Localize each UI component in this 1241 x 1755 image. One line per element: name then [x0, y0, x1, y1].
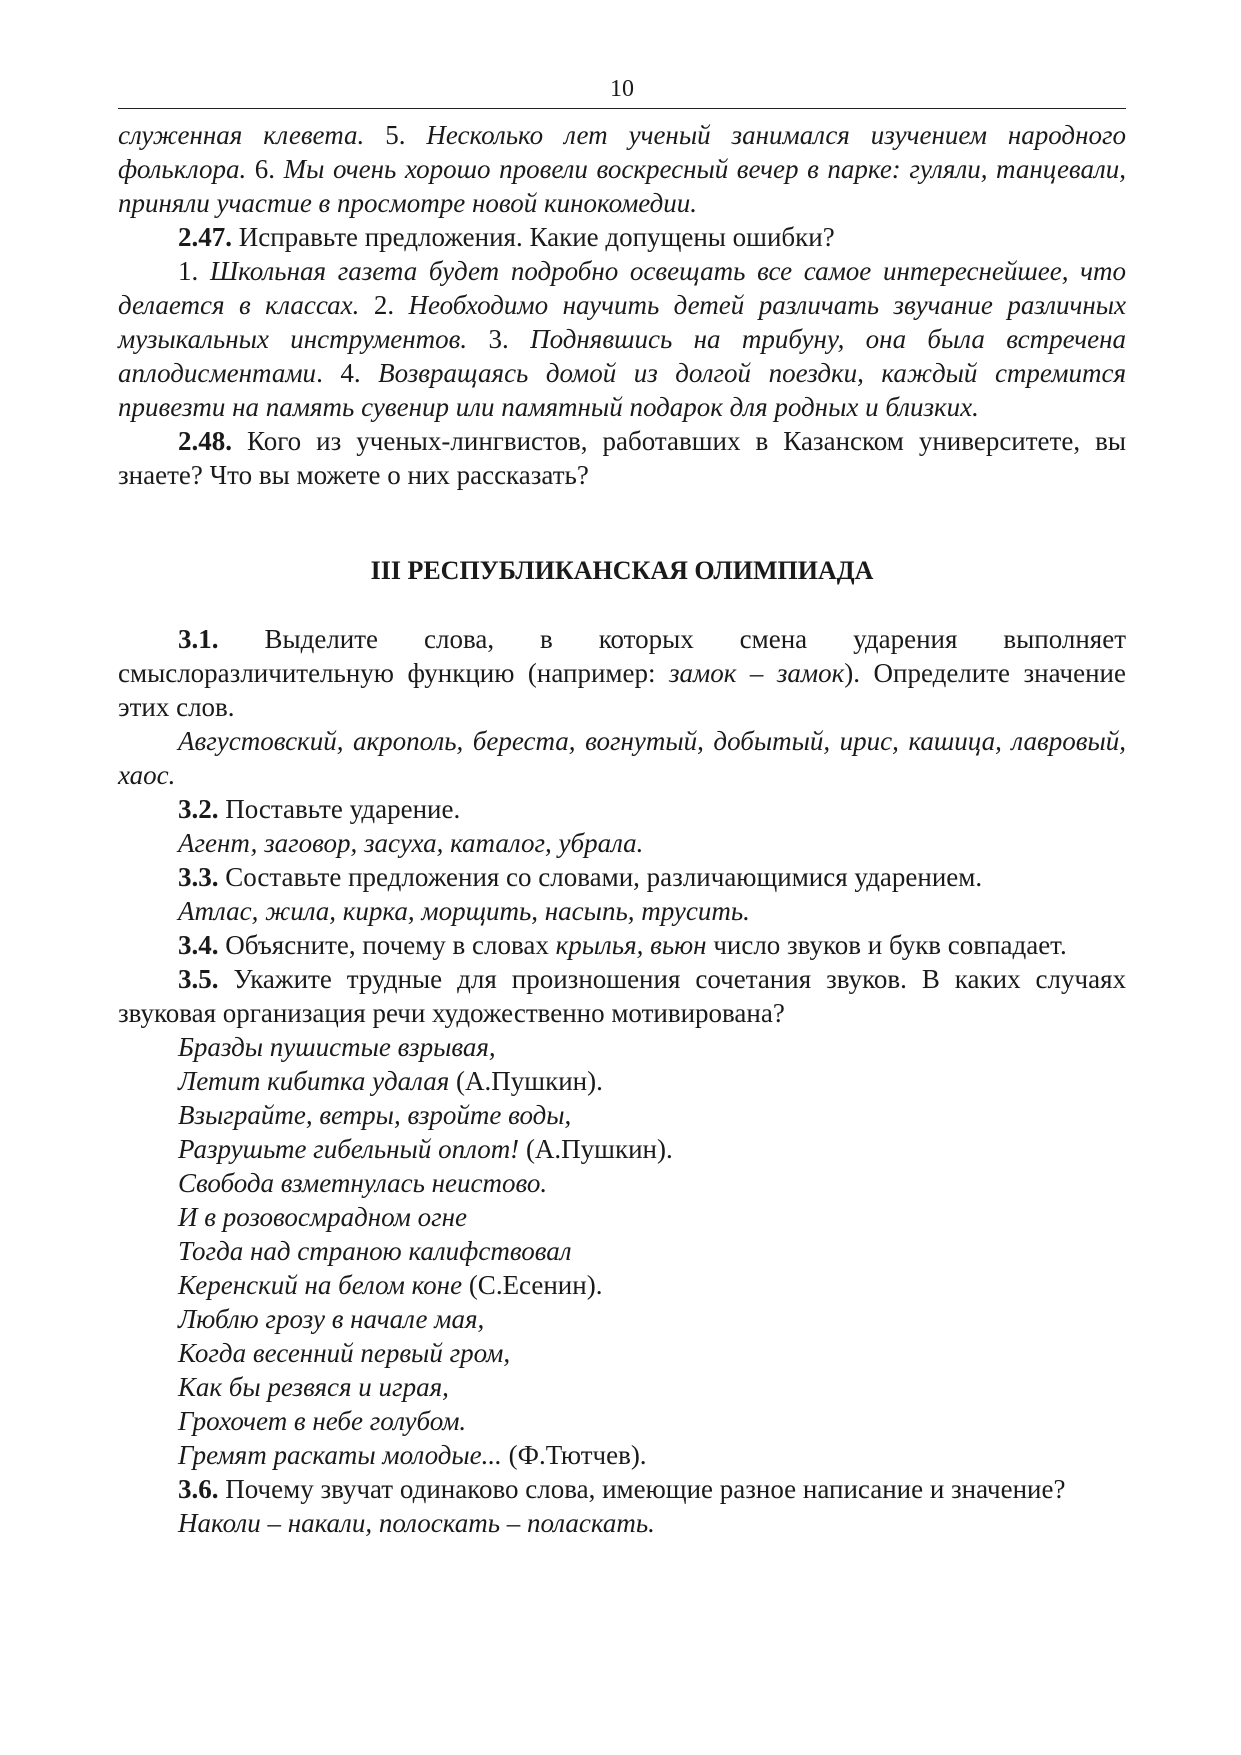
verse-line — [178, 1404, 1126, 1438]
verse-author: (А.Пушкин). — [449, 1066, 603, 1096]
sentence-text: Школьная газета будет подробно освещать все самое интереснейшее, что делается в классах. — [118, 256, 1126, 320]
verse-author: (Ф.Тютчев). — [501, 1440, 647, 1470]
verse-text: Бразды пушистые взрывая, — [178, 1032, 496, 1062]
section-title: III РЕСПУБЛИКАНСКАЯ ОЛИМПИАДА — [370, 556, 874, 585]
exercise-task: Выделите слова, в которых смена ударения выполняет смыслоразличительную функцию (например: — [118, 624, 1126, 688]
exercise-3-2 — [118, 792, 1126, 826]
verse-text: И в розовосмрадном огне — [178, 1202, 468, 1232]
verse-line — [178, 1030, 1126, 1064]
verse-text: Гремят раскаты молодые... — [178, 1440, 502, 1470]
sentence-number: 3. — [467, 324, 531, 354]
page-header — [118, 74, 1126, 109]
text-italic: служенная клевета. — [118, 120, 365, 150]
word-list: Агент, заговор, засуха, каталог, убрала. — [178, 828, 644, 858]
exercise-3-1 — [118, 622, 1126, 724]
exercise-task: Составьте предложения со словами, различающимися ударением. — [218, 862, 983, 892]
exercise-number: 2.48. — [178, 426, 232, 456]
page-number: 10 — [610, 76, 634, 102]
verse-line — [178, 1336, 1126, 1370]
verse-line — [178, 1268, 1126, 1302]
verse-text: Керенский на белом коне — [178, 1270, 463, 1300]
exercise-3-3 — [118, 860, 1126, 894]
exercise-task: число звуков и букв совпадает. — [706, 930, 1067, 960]
sentence-text: Необходимо научить детей различать звучание различных музыкальных инструментов. — [118, 290, 1127, 354]
verse-text: Разрушьте гибельный оплот! — [178, 1134, 520, 1164]
exercise-task: Кого из ученых-лингвистов, работавших в Казанском университете, вы знаете? Что вы можете о них рассказать? — [118, 426, 1126, 490]
sentence-text: Возвращаясь домой из долгой поездки, каждый стремится привезти на память сувенир или памятный подарок для родных и близких. — [118, 358, 1126, 422]
page-content — [118, 118, 1126, 1540]
verse-line — [178, 1064, 1126, 1098]
verse-line — [178, 1234, 1126, 1268]
verse-text: Когда весенний первый гром, — [178, 1338, 511, 1368]
sentence-number: 5. — [364, 120, 427, 150]
verse-line — [178, 1132, 1126, 1166]
verse-line — [178, 1438, 1126, 1472]
example-text: замок – замок — [668, 658, 845, 688]
exercise-number: 2.47. — [178, 222, 232, 252]
exercise-task: Почему звучат одинаково слова, имеющие разное написание и значение? — [218, 1474, 1066, 1504]
exercise-number: 3.2. — [178, 794, 219, 824]
text-italic: Мы очень хорошо провели воскресный вечер в парке: гуляли, танцевали, приняли участие в просмотре новой кинокомедии. — [118, 154, 1126, 218]
exercise-number: 3.4. — [178, 930, 219, 960]
exercise-task: Укажите трудные для произношения сочетания звуков. В каких случаях звуковая организация речи художественно мотивирована? — [118, 964, 1126, 1028]
word-list: Наколи – накали, полоскать – поласкать. — [178, 1508, 655, 1538]
sentence-number: 2. — [359, 290, 409, 320]
exercise-3-2-words — [118, 826, 1126, 860]
verse-line — [178, 1166, 1126, 1200]
verse-line — [178, 1098, 1126, 1132]
exercise-task: ). Определите значение этих слов. — [118, 658, 1126, 722]
exercise-2-47 — [118, 220, 1126, 254]
verse-author: (А.Пушкин). — [519, 1134, 673, 1164]
verse-line — [178, 1200, 1126, 1234]
verse-author: (С.Есенин). — [462, 1270, 603, 1300]
verse-text: Люблю грозу в начале мая, — [178, 1304, 485, 1334]
exercise-task: Поставьте ударение. — [218, 794, 461, 824]
exercise-3-5 — [118, 962, 1126, 1030]
verse-line — [178, 1302, 1126, 1336]
verse-text: Взыграйте, ветры, взройте воды, — [178, 1100, 572, 1130]
exercise-number: 3.5. — [178, 964, 219, 994]
verse-text: Свобода взметнулась неистово. — [178, 1168, 548, 1198]
example-words: крылья, вьюн — [555, 930, 707, 960]
exercise-2-48 — [118, 424, 1126, 492]
exercise-2-47-sentences — [118, 254, 1126, 424]
text-italic: Несколько лет ученый занимался изучением народного фольклора. — [118, 120, 1127, 184]
exercise-3-3-words — [118, 894, 1126, 928]
word-list: Августовский, акрополь, береста, вогнутый, добытый, ирис, кашица, лавровый, хаос. — [118, 726, 1126, 790]
verse-text: Тогда над страною калифствовал — [178, 1236, 572, 1266]
exercise-3-6-words — [118, 1506, 1126, 1540]
verse-text: Летит кибитка удалая — [178, 1066, 450, 1096]
word-list: Атлас, жила, кирка, морщить, насыпь, трусить. — [178, 896, 750, 926]
verse-text: Грохочет в небе голубом. — [178, 1406, 467, 1436]
verse-text: Как бы резвяся и играя, — [178, 1372, 449, 1402]
sentence-text: Поднявшись на трибуну, она была встречена аплодисментами — [118, 324, 1126, 388]
exercise-task: Объясните, почему в словах — [218, 930, 556, 960]
exercise-3-4 — [118, 928, 1126, 962]
sentence-number: 1. — [178, 256, 210, 286]
exercise-number: 3.3. — [178, 862, 219, 892]
exercise-number: 3.1. — [178, 624, 219, 654]
exercise-task: Исправьте предложения. Какие допущены ошибки? — [232, 222, 835, 252]
paragraph-continuation — [118, 118, 1126, 220]
exercise-3-6 — [118, 1472, 1126, 1506]
exercise-3-1-words — [118, 724, 1126, 792]
sentence-number: 6. — [246, 154, 284, 184]
exercise-number: 3.6. — [178, 1474, 219, 1504]
sentence-number: . 4. — [316, 358, 379, 388]
verse-line — [178, 1370, 1126, 1404]
